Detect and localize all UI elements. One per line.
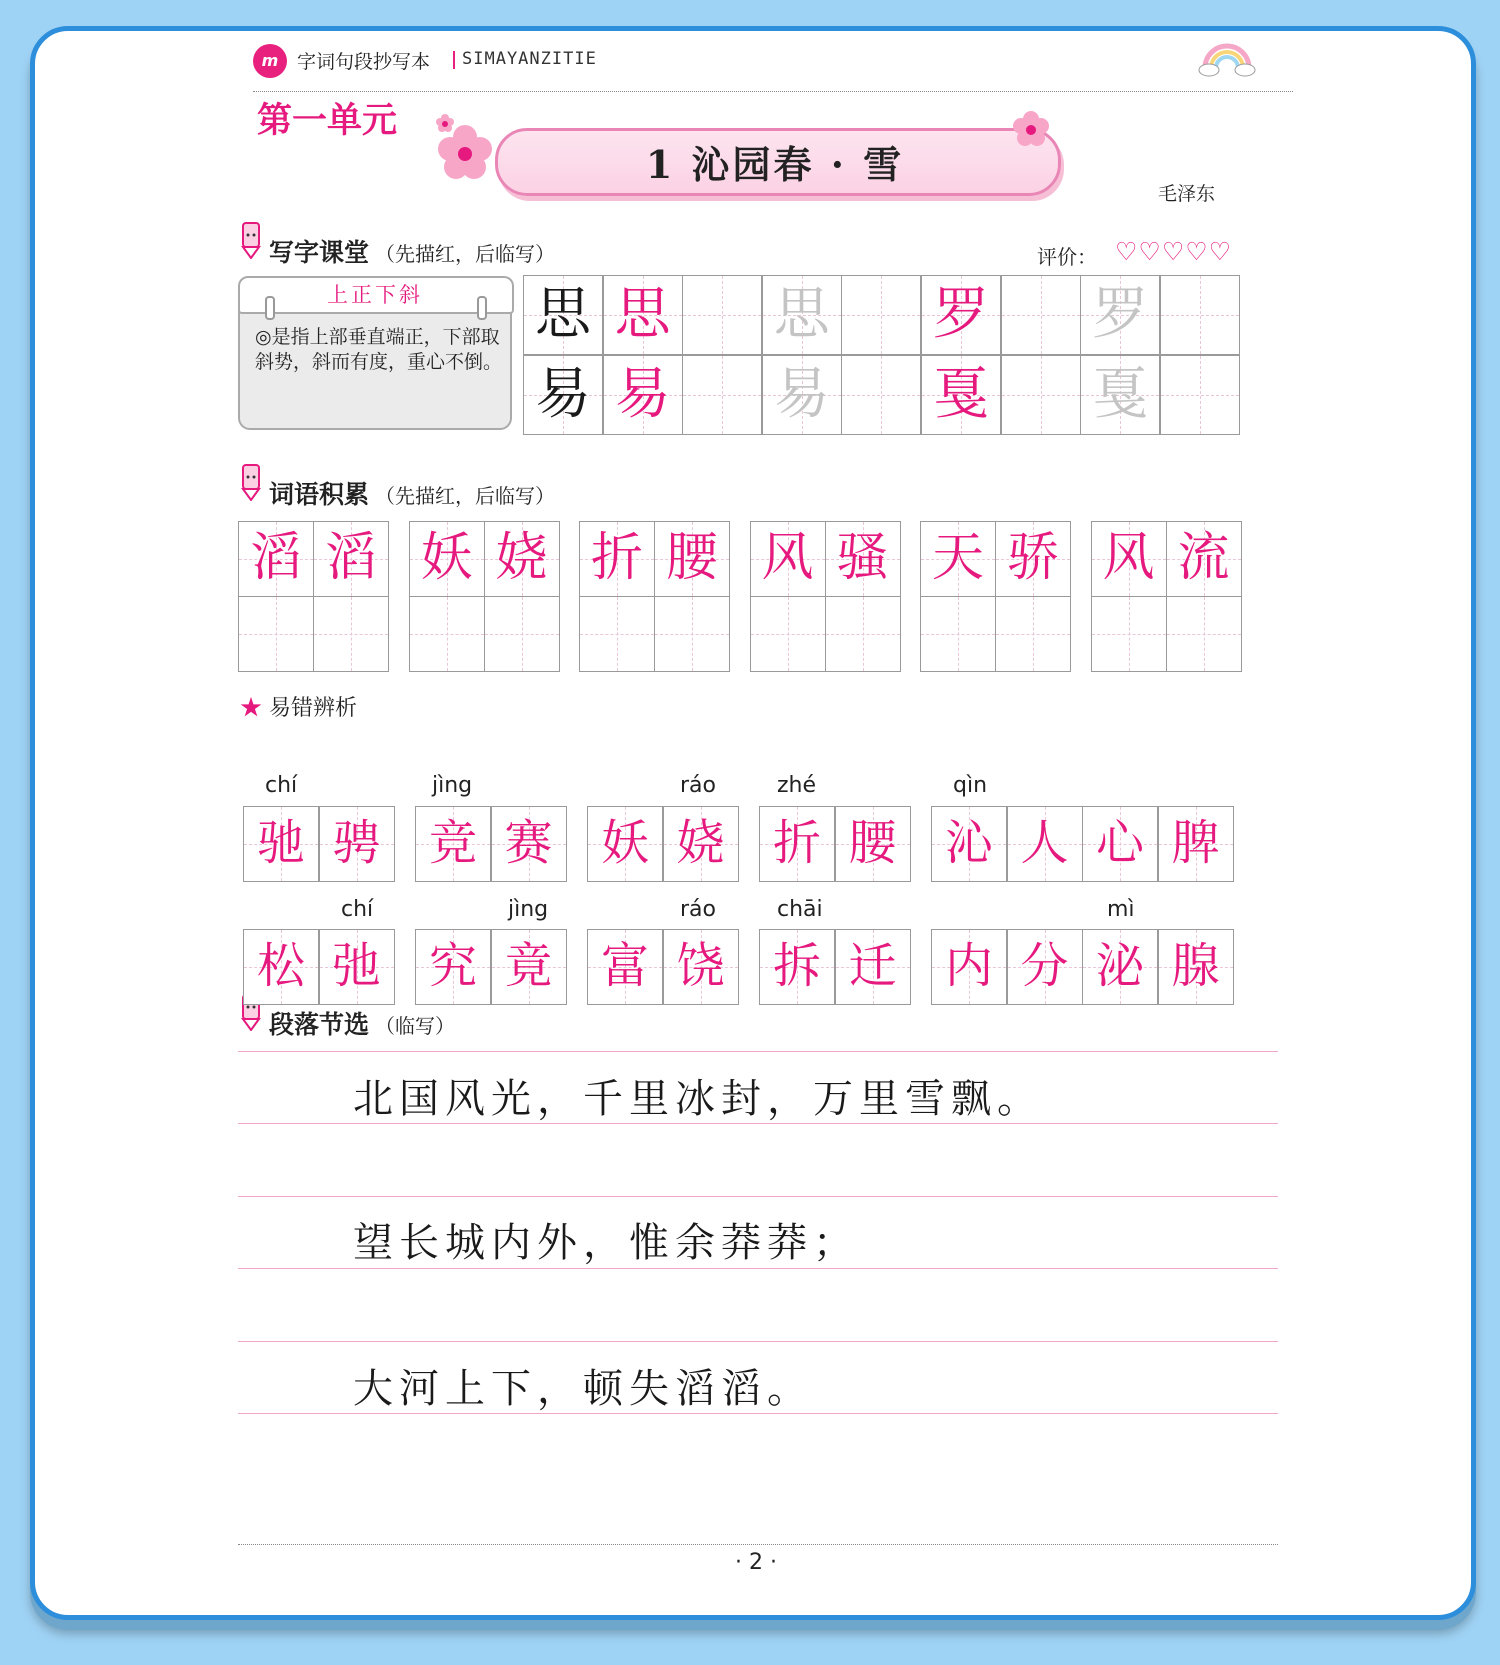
grid-guide bbox=[683, 395, 761, 396]
paragraph-line: 北国风光，千里冰封，万里雪飘。 bbox=[353, 1076, 1043, 1122]
section-note: （先描红，后临写） bbox=[375, 242, 556, 266]
character: 富 bbox=[600, 938, 649, 994]
word-cell[interactable] bbox=[409, 596, 485, 672]
word-cell[interactable] bbox=[1166, 521, 1242, 597]
pinyin-label: jìng bbox=[432, 773, 473, 798]
author: 毛泽东 bbox=[1158, 183, 1216, 205]
character: 分 bbox=[1020, 938, 1069, 994]
pencil-icon bbox=[238, 221, 264, 259]
ruled-line bbox=[238, 1413, 1278, 1414]
grid-guide bbox=[580, 634, 654, 635]
grid-guide bbox=[1092, 634, 1166, 635]
confusable-cell[interactable] bbox=[319, 929, 395, 1005]
grid-guide bbox=[842, 395, 920, 396]
character: 娆 bbox=[495, 528, 548, 588]
grid-guide bbox=[683, 315, 761, 316]
confusable-cell[interactable] bbox=[759, 929, 835, 1005]
pinyin-label: qìn bbox=[953, 773, 988, 798]
practice-cell[interactable] bbox=[1001, 355, 1081, 435]
section-words bbox=[269, 475, 555, 511]
character: 易 bbox=[773, 362, 830, 427]
grid-guide bbox=[239, 634, 313, 635]
ruled-line bbox=[238, 1341, 1278, 1342]
grid-guide bbox=[1161, 395, 1239, 396]
character: 罗 bbox=[1092, 282, 1149, 347]
word-cell[interactable] bbox=[750, 521, 826, 597]
worksheet-page bbox=[30, 26, 1476, 1620]
confusable-cell[interactable] bbox=[931, 929, 1007, 1005]
grid-guide bbox=[921, 634, 995, 635]
character: 风 bbox=[1102, 528, 1155, 588]
character: 思 bbox=[773, 282, 830, 347]
grid-guide bbox=[314, 634, 388, 635]
character: 骄 bbox=[1006, 528, 1059, 588]
word-cell[interactable] bbox=[654, 596, 730, 672]
grid-guide bbox=[751, 634, 825, 635]
character: 拆 bbox=[772, 938, 821, 994]
word-cell[interactable] bbox=[995, 596, 1071, 672]
character: 易 bbox=[535, 362, 591, 427]
character: 流 bbox=[1177, 528, 1230, 588]
word-cell[interactable] bbox=[409, 521, 485, 597]
paragraph-line: 望长城内外，惟余莽莽； bbox=[353, 1220, 859, 1266]
rating-label: 评价： bbox=[1037, 245, 1097, 269]
pinyin-label: chí bbox=[265, 773, 298, 798]
confusable-cell[interactable] bbox=[1158, 806, 1234, 882]
character: 松 bbox=[256, 938, 305, 994]
word-cell[interactable] bbox=[484, 596, 560, 672]
confusable-cell[interactable] bbox=[1158, 929, 1234, 1005]
character: 折 bbox=[590, 528, 643, 588]
character: 泌 bbox=[1095, 938, 1144, 994]
character: 赛 bbox=[504, 815, 553, 871]
confusable-cell[interactable] bbox=[1007, 806, 1083, 882]
word-cell[interactable] bbox=[484, 521, 560, 597]
character: 究 bbox=[428, 938, 477, 994]
book-title-en: SIMAYANZITIE bbox=[462, 49, 597, 69]
practice-cell[interactable] bbox=[1160, 275, 1240, 355]
practice-cell[interactable] bbox=[603, 275, 683, 355]
character: 骚 bbox=[836, 528, 889, 588]
confusable-cell[interactable] bbox=[243, 929, 319, 1005]
word-cell[interactable] bbox=[579, 596, 655, 672]
section-title: 写字课堂 bbox=[269, 238, 370, 267]
character: 天 bbox=[931, 528, 984, 588]
paragraph-line: 大河上下，顿失滔滔。 bbox=[353, 1366, 813, 1412]
word-cell[interactable] bbox=[920, 521, 996, 597]
confusable-cell[interactable] bbox=[835, 806, 911, 882]
word-cell[interactable] bbox=[579, 521, 655, 597]
practice-cell[interactable] bbox=[841, 275, 921, 355]
character: 竞 bbox=[428, 815, 477, 871]
confusable-cell[interactable] bbox=[491, 929, 567, 1005]
character: 妖 bbox=[420, 528, 473, 588]
word-cell[interactable] bbox=[995, 521, 1071, 597]
grid-guide bbox=[826, 634, 900, 635]
pinyin-label: ráo bbox=[680, 773, 716, 798]
word-cell[interactable] bbox=[1091, 596, 1167, 672]
ruled-line bbox=[238, 1051, 1278, 1052]
pinyin-label: chí bbox=[341, 897, 374, 922]
page-number: · 2 · bbox=[735, 1550, 777, 1575]
confusable-cell[interactable] bbox=[319, 806, 395, 882]
word-cell[interactable] bbox=[313, 596, 389, 672]
confusable-cell[interactable] bbox=[491, 806, 567, 882]
pinyin-label: jìng bbox=[508, 897, 549, 922]
section-writing-class bbox=[269, 233, 555, 269]
practice-cell[interactable] bbox=[682, 275, 762, 355]
character: 沁 bbox=[944, 815, 993, 871]
title-divider bbox=[453, 51, 455, 69]
grid-guide bbox=[1161, 315, 1239, 316]
section-note: （先描红，后临写） bbox=[375, 484, 556, 508]
practice-cell[interactable] bbox=[1160, 355, 1240, 435]
section-title: 易错辨析 bbox=[269, 696, 358, 721]
pinyin-label: zhé bbox=[777, 773, 817, 798]
section-confusables bbox=[240, 691, 357, 722]
practice-cell[interactable] bbox=[1080, 275, 1160, 355]
grid-guide bbox=[996, 634, 1070, 635]
binder-ring bbox=[477, 296, 487, 320]
confusable-cell[interactable] bbox=[931, 806, 1007, 882]
flower-icon bbox=[1011, 109, 1051, 149]
practice-cell[interactable] bbox=[523, 355, 603, 435]
confusable-cell[interactable] bbox=[415, 929, 491, 1005]
character: 戛 bbox=[1092, 362, 1149, 427]
rating-hearts[interactable]: ♡♡♡♡♡ bbox=[1115, 237, 1233, 266]
practice-cell[interactable] bbox=[762, 355, 842, 435]
practice-cell[interactable] bbox=[841, 355, 921, 435]
word-cell[interactable] bbox=[238, 596, 314, 672]
section-note: （临写） bbox=[375, 1014, 456, 1038]
pencil-icon bbox=[238, 463, 264, 501]
word-cell[interactable] bbox=[1091, 521, 1167, 597]
character: 思 bbox=[614, 282, 671, 347]
character: 腰 bbox=[848, 815, 897, 871]
section-paragraph bbox=[269, 1005, 455, 1041]
star-icon: ★ bbox=[240, 696, 263, 721]
word-cell[interactable] bbox=[825, 596, 901, 672]
pinyin-label: chāi bbox=[777, 897, 823, 922]
binder-ring bbox=[265, 296, 275, 320]
character: 腰 bbox=[665, 528, 718, 588]
character: 竟 bbox=[504, 938, 553, 994]
section-title: 段落节选 bbox=[269, 1010, 370, 1039]
character: 娆 bbox=[676, 815, 725, 871]
confusable-cell[interactable] bbox=[759, 806, 835, 882]
grid-guide bbox=[485, 634, 559, 635]
practice-cell[interactable] bbox=[523, 275, 603, 355]
pinyin-label: ráo bbox=[680, 897, 716, 922]
character: 弛 bbox=[332, 938, 381, 994]
practice-cell[interactable] bbox=[921, 355, 1001, 435]
ruled-line bbox=[238, 1196, 1278, 1197]
confusable-cell[interactable] bbox=[1082, 929, 1158, 1005]
brand-logo: m bbox=[253, 44, 287, 78]
book-title: 字词句段抄写本 bbox=[297, 51, 431, 73]
header-rule bbox=[253, 91, 1293, 92]
confusable-cell[interactable] bbox=[587, 806, 663, 882]
character: 妖 bbox=[600, 815, 649, 871]
word-cell[interactable] bbox=[750, 596, 826, 672]
character: 饶 bbox=[676, 938, 725, 994]
confusable-cell[interactable] bbox=[1007, 929, 1083, 1005]
confusable-cell[interactable] bbox=[415, 806, 491, 882]
practice-cell[interactable] bbox=[682, 355, 762, 435]
practice-cell[interactable] bbox=[1080, 355, 1160, 435]
ruled-line bbox=[238, 1268, 1278, 1269]
pinyin-label: mì bbox=[1107, 897, 1135, 922]
word-cell[interactable] bbox=[313, 521, 389, 597]
character: 戛 bbox=[933, 362, 989, 427]
footer-rule bbox=[238, 1544, 1278, 1545]
character: 滔 bbox=[249, 528, 302, 588]
rainbow-icon bbox=[1197, 34, 1257, 78]
practice-cell[interactable] bbox=[603, 355, 683, 435]
grid-guide bbox=[1002, 315, 1080, 316]
character: 折 bbox=[772, 815, 821, 871]
character: 驰 bbox=[256, 815, 305, 871]
word-cell[interactable] bbox=[654, 521, 730, 597]
grid-guide bbox=[655, 634, 729, 635]
section-title: 词语积累 bbox=[269, 480, 370, 509]
character: 滔 bbox=[324, 528, 377, 588]
grid-guide bbox=[1167, 634, 1241, 635]
ruled-line bbox=[238, 1123, 1278, 1124]
confusable-cell[interactable] bbox=[243, 806, 319, 882]
character: 骋 bbox=[332, 815, 381, 871]
word-cell[interactable] bbox=[825, 521, 901, 597]
confusable-cell[interactable] bbox=[835, 929, 911, 1005]
word-cell[interactable] bbox=[920, 596, 996, 672]
lesson-title: 1 沁园春 · 雪 bbox=[645, 142, 905, 187]
practice-cell[interactable] bbox=[762, 275, 842, 355]
grid-guide bbox=[410, 634, 484, 635]
grid-guide bbox=[1002, 395, 1080, 396]
tip-text: ◎是指上部垂直端正，下部取斜势，斜而有度，重心不倒。 bbox=[255, 326, 503, 373]
small-flower-icon bbox=[435, 113, 455, 133]
practice-cell[interactable] bbox=[921, 275, 1001, 355]
practice-cell[interactable] bbox=[1001, 275, 1081, 355]
tip-title: 上正下斜 bbox=[327, 283, 423, 307]
character: 迁 bbox=[848, 938, 897, 994]
character: 内 bbox=[944, 938, 993, 994]
character: 人 bbox=[1020, 815, 1069, 871]
character: 思 bbox=[535, 282, 591, 347]
confusable-cell[interactable] bbox=[663, 929, 739, 1005]
grid-guide bbox=[842, 315, 920, 316]
word-cell[interactable] bbox=[238, 521, 314, 597]
character: 易 bbox=[614, 362, 671, 427]
character: 腺 bbox=[1171, 938, 1220, 994]
confusable-cell[interactable] bbox=[1082, 806, 1158, 882]
character: 罗 bbox=[933, 282, 989, 347]
character: 脾 bbox=[1171, 815, 1220, 871]
confusable-cell[interactable] bbox=[587, 929, 663, 1005]
character: 风 bbox=[761, 528, 814, 588]
confusable-cell[interactable] bbox=[663, 806, 739, 882]
word-cell[interactable] bbox=[1166, 596, 1242, 672]
character: 心 bbox=[1095, 815, 1144, 871]
unit-title: 第一单元 bbox=[257, 101, 398, 141]
